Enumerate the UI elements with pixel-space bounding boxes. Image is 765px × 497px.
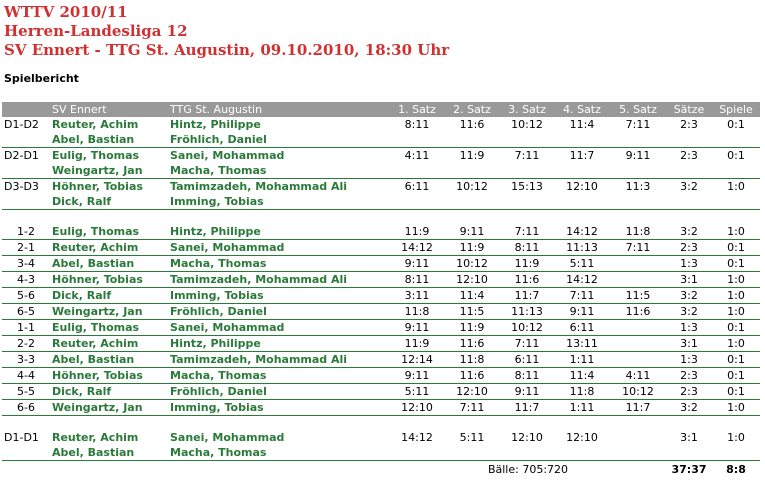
table-row [2, 132, 760, 148]
home-player: Dick, Ralf [50, 194, 168, 210]
sets-result: 3:2 [666, 288, 712, 304]
table-row [2, 256, 760, 272]
home-player: Abel, Bastian [50, 352, 168, 368]
set-score: 5:11 [554, 256, 610, 272]
games-total: 8:8 [726, 463, 746, 476]
empty-cell [666, 445, 712, 461]
away-player: Macha, Thomas [168, 368, 390, 384]
position-cell: 2-2 [2, 336, 50, 352]
empty-cell [610, 210, 666, 225]
sets-total: 37:37 [671, 463, 707, 476]
empty-cell [500, 445, 554, 461]
set-score: 11:9 [444, 240, 500, 256]
set-score: 9:11 [444, 224, 500, 240]
home-player: Höhner, Tobias [50, 272, 168, 288]
set-score: 7:11 [500, 336, 554, 352]
empty-cell [444, 132, 500, 148]
set-score: 9:11 [625, 149, 651, 162]
empty-cell [500, 194, 554, 210]
set-score: 11:9 [500, 256, 554, 272]
empty-cell [610, 416, 666, 431]
position-cell: 4-3 [2, 272, 50, 288]
set-score [610, 336, 666, 352]
set-score: 14:12 [390, 240, 444, 256]
empty-cell [444, 210, 500, 225]
position-cell: 4-4 [2, 368, 50, 384]
set-score: 8:11 [500, 368, 554, 384]
table-row [2, 272, 760, 288]
away-player: Tamimzadeh, Mohammad Ali [168, 352, 390, 368]
home-player: Weingartz, Jan [50, 400, 168, 416]
set-score: 12:10 [566, 180, 598, 193]
set-score [610, 256, 666, 272]
empty-cell [610, 163, 666, 179]
home-player: Weingartz, Jan [50, 163, 168, 179]
set-score: 14:12 [554, 272, 610, 288]
set-score: 12:10 [511, 431, 543, 444]
home-player: Reuter, Achim [50, 336, 168, 352]
totals-row [2, 461, 760, 479]
set-score: 1:11 [554, 400, 610, 416]
set-score: 7:11 [514, 149, 540, 162]
sets-result: 1:3 [666, 320, 712, 336]
set-score: 5:11 [459, 431, 485, 444]
column-header: 5. Satz [610, 102, 666, 117]
column-header: Sätze [666, 102, 712, 117]
league-title: WTTV 2010/11 [4, 3, 128, 21]
table-row [2, 320, 760, 336]
set-score: 12:10 [566, 431, 598, 444]
sets-result: 3:2 [666, 304, 712, 320]
table-row [2, 400, 760, 416]
table-row [2, 148, 760, 164]
position-cell: 1-1 [2, 320, 50, 336]
sets-result: 2:3 [680, 118, 698, 131]
away-player: Sanei, Mohammad [168, 320, 390, 336]
away-player: Macha, Thomas [168, 256, 390, 272]
set-score: 8:11 [390, 272, 444, 288]
sets-result: 1:3 [666, 352, 712, 368]
table-row [2, 336, 760, 352]
empty-cell [554, 416, 610, 431]
set-score: 11:4 [444, 288, 500, 304]
set-score: 12:14 [390, 352, 444, 368]
report-heading: Spielbericht [4, 72, 79, 85]
set-score: 14:12 [554, 224, 610, 240]
set-score: 7:11 [625, 118, 651, 131]
home-player: Dick, Ralf [50, 384, 168, 400]
set-score: 4:11 [404, 149, 430, 162]
set-score: 1:11 [554, 352, 610, 368]
position-cell [2, 445, 50, 461]
set-score: 10:12 [610, 384, 666, 400]
empty-cell [390, 194, 444, 210]
away-player: Imming, Tobias [168, 400, 390, 416]
set-score: 10:12 [500, 320, 554, 336]
match-title: SV Ennert - TTG St. Augustin, 09.10.2010, 18:30 Uhr [4, 41, 450, 59]
table-row [2, 240, 760, 256]
set-score: 4:11 [610, 368, 666, 384]
set-score: 11:5 [444, 304, 500, 320]
table-row [2, 179, 760, 195]
empty-cell [390, 416, 444, 431]
game-result: 0:1 [712, 320, 760, 336]
set-score: 6:11 [500, 352, 554, 368]
empty-cell [168, 461, 390, 479]
home-player: Abel, Bastian [50, 132, 168, 148]
set-score: 11:9 [390, 224, 444, 240]
position-cell [2, 194, 50, 210]
position-cell: 6-6 [2, 400, 50, 416]
set-score: 13:11 [554, 336, 610, 352]
position-cell: 3-4 [2, 256, 50, 272]
set-score: 11:9 [390, 336, 444, 352]
set-score: 11:13 [500, 304, 554, 320]
game-result: 1:0 [712, 224, 760, 240]
set-score: 11:8 [554, 384, 610, 400]
home-player: Reuter, Achim [52, 118, 139, 131]
empty-cell [666, 132, 712, 148]
sets-result: 1:3 [666, 256, 712, 272]
column-header: TTG St. Augustin [168, 102, 390, 117]
set-score: 11:13 [554, 240, 610, 256]
away-player: Fröhlich, Daniel [168, 132, 390, 148]
away-player: Tamimzadeh, Mohammad Ali [170, 180, 348, 193]
set-score: 8:11 [404, 118, 430, 131]
empty-cell [444, 194, 500, 210]
set-score: 10:12 [456, 180, 488, 193]
column-header: SV Ennert [50, 102, 168, 117]
set-score: 8:11 [500, 240, 554, 256]
empty-cell [390, 445, 444, 461]
sets-result: 3:2 [666, 400, 712, 416]
set-score: 5:11 [390, 384, 444, 400]
set-score: 11:5 [610, 288, 666, 304]
set-score: 11:6 [444, 336, 500, 352]
empty-cell [666, 194, 712, 210]
set-score: 11:7 [569, 149, 595, 162]
game-result: 0:1 [727, 149, 745, 162]
position-cell: D3-D3 [4, 180, 39, 193]
away-player: Macha, Thomas [168, 445, 390, 461]
away-player: Sanei, Mohammad [168, 240, 390, 256]
empty-cell [50, 416, 168, 431]
away-player: Tamimzadeh, Mohammad Ali [168, 272, 390, 288]
home-player: Höhner, Tobias [50, 368, 168, 384]
empty-cell [500, 416, 554, 431]
empty-cell [554, 445, 610, 461]
empty-cell [168, 210, 390, 225]
table-row [2, 117, 760, 132]
away-player: Sanei, Mohammad [170, 431, 285, 444]
position-cell [2, 132, 50, 148]
away-player: Fröhlich, Daniel [168, 384, 390, 400]
set-score: 11:4 [554, 368, 610, 384]
empty-cell [554, 132, 610, 148]
empty-cell [2, 210, 50, 225]
game-result: 1:0 [712, 400, 760, 416]
away-player: Hintz, Philippe [168, 336, 390, 352]
empty-cell [666, 416, 712, 431]
set-score: 10:12 [444, 256, 500, 272]
empty-cell [554, 210, 610, 225]
home-player: Eulig, Thomas [50, 224, 168, 240]
set-score [610, 352, 666, 368]
table-header [2, 102, 760, 117]
empty-cell [2, 416, 50, 431]
set-score: 9:11 [390, 368, 444, 384]
set-score: 7:11 [554, 288, 610, 304]
home-player: Reuter, Achim [50, 240, 168, 256]
column-header: 3. Satz [500, 102, 554, 117]
empty-cell [444, 416, 500, 431]
set-score: 11:6 [459, 118, 485, 131]
empty-cell [2, 461, 50, 479]
position-cell: 5-6 [2, 288, 50, 304]
set-score: 14:12 [401, 431, 433, 444]
empty-cell [712, 210, 760, 225]
position-cell: D2-D1 [4, 149, 39, 162]
empty-cell [554, 194, 610, 210]
table-row [2, 288, 760, 304]
away-player: Imming, Tobias [168, 288, 390, 304]
home-player: Eulig, Thomas [52, 149, 140, 162]
away-player: Macha, Thomas [168, 163, 390, 179]
empty-cell [712, 132, 760, 148]
game-result: 0:1 [712, 352, 760, 368]
empty-cell [666, 210, 712, 225]
set-score: 7:11 [500, 224, 554, 240]
empty-cell [444, 163, 500, 179]
empty-cell [610, 445, 666, 461]
set-score [610, 430, 666, 445]
empty-cell [610, 194, 666, 210]
empty-cell [712, 445, 760, 461]
set-score: 9:11 [390, 320, 444, 336]
position-cell: D1-D1 [4, 431, 39, 444]
sets-result: 2:3 [666, 384, 712, 400]
position-cell: 3-3 [2, 352, 50, 368]
set-score: 12:10 [444, 272, 500, 288]
home-player: Reuter, Achim [52, 431, 139, 444]
empty-cell [712, 194, 760, 210]
set-score: 6:11 [404, 180, 430, 193]
set-score: 11:7 [610, 400, 666, 416]
empty-cell [500, 163, 554, 179]
empty-cell [500, 132, 554, 148]
table-row [2, 304, 760, 320]
sets-result: 2:3 [680, 149, 698, 162]
set-score: 11:8 [390, 304, 444, 320]
sets-result: 2:3 [666, 240, 712, 256]
home-player: Weingartz, Jan [50, 304, 168, 320]
column-header: 4. Satz [554, 102, 610, 117]
position-cell: D1-D2 [4, 118, 39, 131]
empty-cell [712, 416, 760, 431]
empty-cell [554, 163, 610, 179]
position-cell [2, 163, 50, 179]
set-score: 9:11 [554, 304, 610, 320]
away-player: Sanei, Mohammad [170, 149, 285, 162]
balls-total: Bälle: 705:720 [487, 463, 569, 476]
empty-cell [50, 210, 168, 225]
game-result: 0:1 [712, 256, 760, 272]
game-result: 0:1 [727, 118, 745, 131]
sets-result: 3:1 [680, 431, 698, 444]
game-result: 1:0 [712, 304, 760, 320]
game-result: 0:1 [712, 240, 760, 256]
spacer-row [2, 210, 760, 225]
home-player: Eulig, Thomas [50, 320, 168, 336]
column-header: 1. Satz [390, 102, 444, 117]
empty-cell [500, 210, 554, 225]
set-score: 11:9 [444, 320, 500, 336]
home-player: Abel, Bastian [50, 445, 168, 461]
empty-cell [444, 445, 500, 461]
division-title: Herren-Landesliga 12 [4, 22, 188, 40]
away-player: Hintz, Philippe [170, 118, 261, 131]
table-row [2, 194, 760, 210]
set-score: 11:8 [610, 224, 666, 240]
column-header: Spiele [712, 102, 760, 117]
set-score: 15:13 [511, 180, 543, 193]
set-score: 7:11 [444, 400, 500, 416]
home-player: Abel, Bastian [50, 256, 168, 272]
table-row [2, 445, 760, 461]
sets-result: 2:3 [666, 368, 712, 384]
table-row [2, 224, 760, 240]
set-score: 11:4 [569, 118, 595, 131]
game-result: 1:0 [712, 336, 760, 352]
set-score: 11:7 [500, 288, 554, 304]
sets-result: 3:1 [666, 336, 712, 352]
empty-cell [390, 132, 444, 148]
set-score [610, 272, 666, 288]
game-result: 0:1 [712, 384, 760, 400]
empty-cell [168, 416, 390, 431]
game-result: 0:1 [712, 368, 760, 384]
set-score: 12:10 [444, 384, 500, 400]
set-score: 3:11 [390, 288, 444, 304]
spacer-row [2, 416, 760, 431]
table-row [2, 163, 760, 179]
column-header [2, 102, 50, 117]
set-score: 11:9 [459, 149, 485, 162]
empty-cell [50, 461, 168, 479]
sets-result: 3:1 [666, 272, 712, 288]
set-score: 12:10 [390, 400, 444, 416]
home-player: Dick, Ralf [50, 288, 168, 304]
set-score: 9:11 [500, 384, 554, 400]
set-score: 11:6 [610, 304, 666, 320]
away-player: Hintz, Philippe [168, 224, 390, 240]
set-score: 11:7 [500, 400, 554, 416]
set-score: 11:6 [500, 272, 554, 288]
set-score: 11:3 [625, 180, 651, 193]
position-cell: 2-1 [2, 240, 50, 256]
empty-cell [610, 132, 666, 148]
empty-cell [390, 210, 444, 225]
game-result: 1:0 [727, 431, 745, 444]
position-cell: 5-5 [2, 384, 50, 400]
set-score: 9:11 [390, 256, 444, 272]
sets-result: 3:2 [666, 224, 712, 240]
set-score: 11:6 [444, 368, 500, 384]
set-score [610, 320, 666, 336]
set-score: 7:11 [610, 240, 666, 256]
set-score: 11:8 [444, 352, 500, 368]
empty-cell [390, 163, 444, 179]
table-row [2, 368, 760, 384]
sets-result: 3:2 [680, 180, 698, 193]
game-result: 1:0 [712, 272, 760, 288]
home-player: Höhner, Tobias [52, 180, 143, 193]
table-row [2, 352, 760, 368]
away-player: Imming, Tobias [168, 194, 390, 210]
column-header: 2. Satz [444, 102, 500, 117]
empty-cell [712, 163, 760, 179]
away-player: Fröhlich, Daniel [168, 304, 390, 320]
table-row [2, 384, 760, 400]
table-row [2, 430, 760, 445]
empty-cell [666, 163, 712, 179]
position-cell: 1-2 [2, 224, 50, 240]
game-result: 1:0 [712, 288, 760, 304]
position-cell: 6-5 [2, 304, 50, 320]
game-result: 1:0 [727, 180, 745, 193]
set-score: 6:11 [554, 320, 610, 336]
set-score: 10:12 [511, 118, 543, 131]
match-report-table [2, 102, 760, 478]
